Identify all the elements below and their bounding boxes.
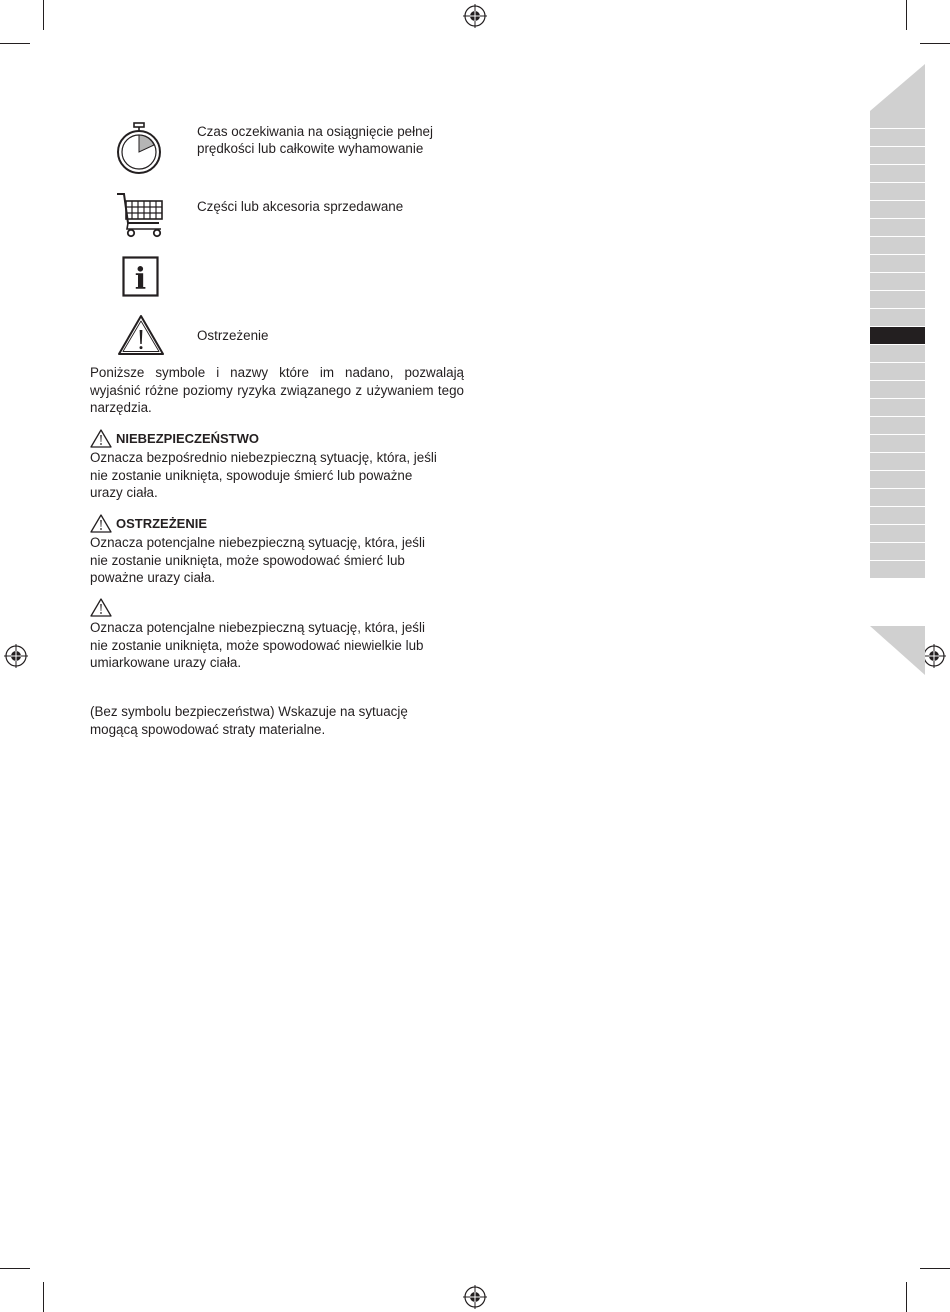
symbol-label-waiting-time: [197, 123, 433, 157]
warning-triangle-icon: [90, 598, 112, 617]
language-tab: [870, 291, 925, 309]
crop-mark: [906, 0, 907, 30]
warning-triangle-icon: [90, 429, 112, 448]
crop-mark: [43, 0, 44, 30]
language-tab: [870, 147, 925, 165]
language-tab: [870, 309, 925, 327]
language-tab: [870, 489, 925, 507]
language-tab: [870, 399, 925, 417]
language-tab: [870, 471, 925, 489]
language-tab: [870, 237, 925, 255]
language-tab: [870, 525, 925, 543]
crop-mark: [920, 43, 950, 44]
language-tab: [870, 543, 925, 561]
language-tab: [870, 201, 925, 219]
crop-mark: [43, 1282, 44, 1312]
danger-text: Oznacza bezpośrednio niebezpieczną sytuację, która, jeśli nie zostanie uniknięta, spowoduje śmierć lub poważne urazy ciała.: [90, 450, 437, 500]
stopwatch-icon: [114, 122, 164, 176]
language-tab: [870, 129, 925, 147]
language-tab: [870, 417, 925, 435]
crop-mark: [920, 1268, 950, 1269]
registration-mark-icon: [4, 644, 28, 668]
language-tab: [870, 255, 925, 273]
registration-mark-icon: [463, 1285, 487, 1309]
caution-heading: [90, 598, 112, 617]
tab-strip-top-triangle: [870, 64, 926, 112]
registration-mark-icon: [463, 4, 487, 28]
symbol-label-text: Ostrzeżenie: [197, 328, 269, 343]
info-icon: [122, 256, 159, 297]
danger-title: NIEBEZPIECZEŃSTWO: [116, 431, 260, 446]
tab-strip-bottom-triangle: [870, 626, 926, 676]
language-tab: [870, 381, 925, 399]
shopping-cart-icon: [115, 191, 167, 239]
language-tab-active: [870, 327, 925, 345]
notice-text: (Bez symbolu bezpieczeństwa) Wskazuje na sytuację mogącą spowodować straty materialne.: [90, 704, 408, 737]
crop-mark: [906, 1282, 907, 1312]
intro-paragraph: Poniższe symbole i nazwy które im nadano, pozwalają wyjaśnić różne poziomy ryzyka związanego z używaniem tego narzędzia.: [90, 365, 464, 415]
language-tab: [870, 453, 925, 471]
language-tab: [870, 561, 925, 579]
svg-text:i: i: [134, 262, 147, 297]
language-tab: [870, 435, 925, 453]
caution-text: Oznacza potencjalne niebezpieczną sytuację, która, jeśli nie zostanie uniknięta, może spowodować niewielkie lub umiarkowane urazy ciała.: [90, 620, 425, 670]
language-tab: [870, 111, 925, 129]
danger-heading: [90, 429, 259, 448]
language-tab: [870, 507, 925, 525]
symbol-label-text: Części lub akcesoria sprzedawane: [197, 199, 404, 214]
warning-triangle-icon: [117, 314, 165, 356]
language-tab: [870, 345, 925, 363]
warning-title: OSTRZEŻENIE: [116, 516, 208, 531]
language-tab: [870, 165, 925, 183]
language-tab: [870, 363, 925, 381]
warning-heading: [90, 514, 207, 533]
symbol-label-text: Czas oczekiwania na osiągnięcie pełnej prędkości lub całkowite wyhamowanie: [197, 124, 433, 156]
language-tab: [870, 183, 925, 201]
symbol-label-warning: [197, 327, 268, 344]
warning-triangle-icon: [90, 514, 112, 533]
language-tab: [870, 273, 925, 291]
symbol-label-parts: [197, 198, 403, 215]
crop-mark: [0, 43, 30, 44]
crop-mark: [0, 1268, 30, 1269]
warning-text: Oznacza potencjalne niebezpieczną sytuację, która, jeśli nie zostanie uniknięta, może spowodować śmierć lub poważne urazy ciała.: [90, 535, 425, 585]
language-tabs: [870, 111, 925, 579]
language-tab: [870, 219, 925, 237]
